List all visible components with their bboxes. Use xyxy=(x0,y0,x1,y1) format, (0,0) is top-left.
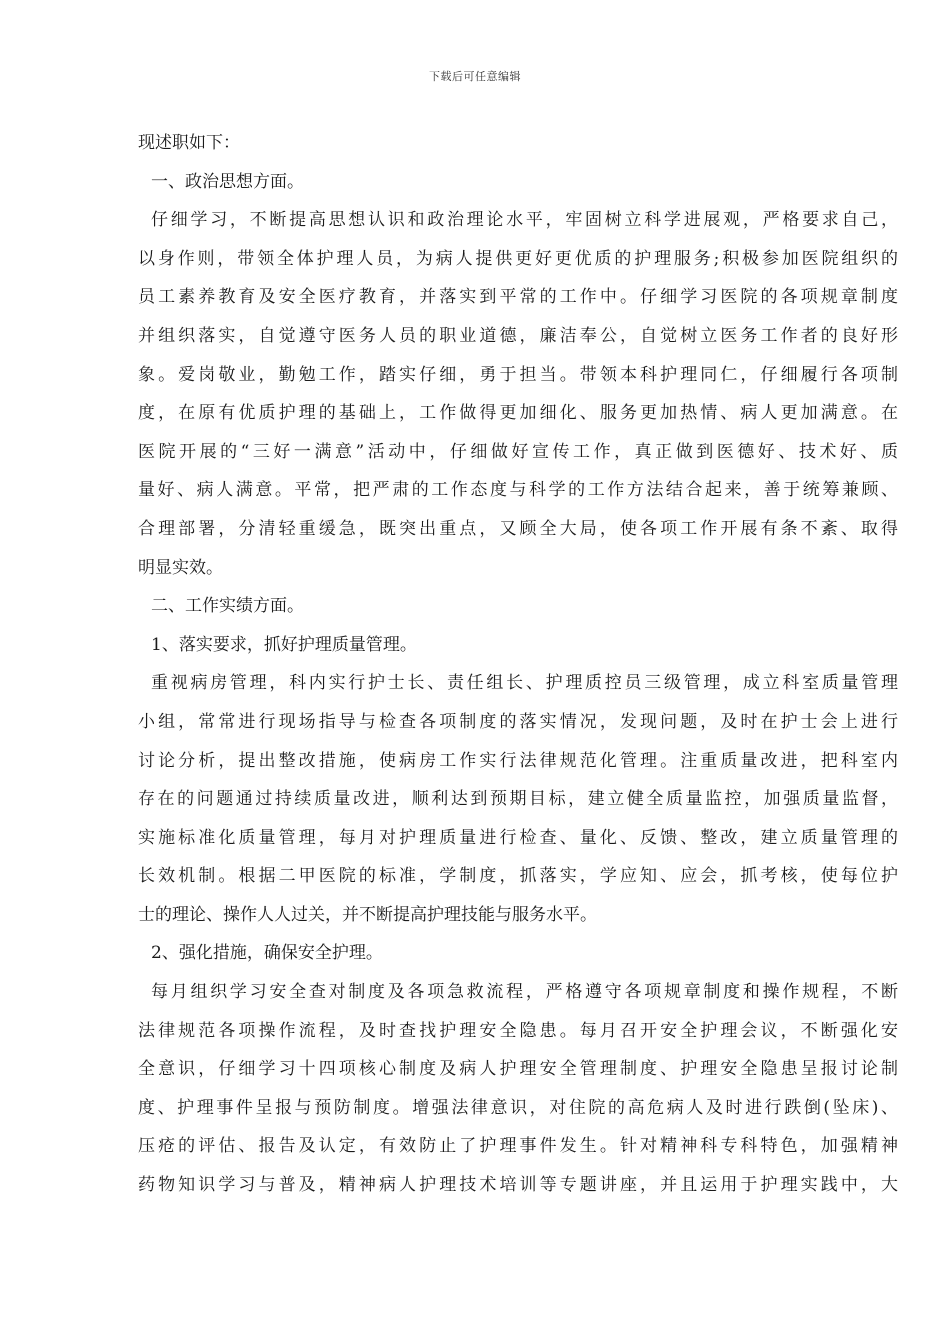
section-heading: 一、政治思想方面。 xyxy=(151,171,304,192)
text-line: 长效机制。根据二甲医院的标准，学制度，抓落实，学应知、应会，抓考核，使每位护 xyxy=(138,866,898,887)
text-line: 全意识，仔细学习十四项核心制度及病人护理安全管理制度、护理安全隐患呈报讨论制 xyxy=(138,1059,898,1080)
text-line: 法律规范各项操作流程，及时查找护理安全隐患。每月召开安全护理会议，不断强化安 xyxy=(138,1020,898,1041)
document-body xyxy=(138,124,898,1205)
text-line: 医院开展的“三好一满意”活动中，仔细做好宣传工作，真正做到医德好、技术好、质 xyxy=(138,441,898,462)
text-line: 存在的问题通过持续质量改进，顺利达到预期目标，建立健全质量监控，加强质量监督， xyxy=(138,789,898,810)
text-line: 合理部署，分清轻重缓急，既突出重点，又顾全大局，使各项工作开展有条不紊、取得 xyxy=(138,518,898,539)
text-line: 明显实效。 xyxy=(138,557,223,578)
text-line: 量好、病人满意。平常，把严肃的工作态度与科学的工作方法结合起来，善于统筹兼顾、 xyxy=(138,480,898,501)
text-line: 以身作则，带领全体护理人员，为病人提供更好更优质的护理服务;积极参加医院组织的 xyxy=(138,248,898,269)
text-line: 并组织落实，自觉遵守医务人员的职业道德，廉洁奉公，自觉树立医务工作者的良好形 xyxy=(138,325,898,346)
text-line: 压疮的评估、报告及认定，有效防止了护理事件发生。针对精神科专科特色，加强精神 xyxy=(138,1136,898,1157)
text-line: 药物知识学习与普及，精神病人护理技术培训等专题讲座，并且运用于护理实践中，大 xyxy=(138,1175,898,1196)
text-line: 重视病房管理，科内实行护士长、责任组长、护理质控员三级管理，成立科室质量管理 xyxy=(151,673,898,694)
page-header: 下载后可任意编辑 xyxy=(429,70,521,83)
text-line: 仔细学习，不断提高思想认识和政治理论水平，牢固树立科学进展观，严格要求自己， xyxy=(151,210,898,231)
text-line: 讨论分析，提出整改措施，使病房工作实行法律规范化管理。注重质量改进，把科室内 xyxy=(138,750,898,771)
text-line: 度，在原有优质护理的基础上，工作做得更加细化、服务更加热情、病人更加满意。在 xyxy=(138,403,898,424)
text-line: 每月组织学习安全查对制度及各项急救流程，严格遵守各项规章制度和操作规程，不断 xyxy=(151,982,898,1003)
text-line: 现述职如下： xyxy=(138,133,240,153)
text-line: 象。爱岗敬业，勤勉工作，踏实仔细，勇于担当。带领本科护理同仁，仔细履行各项制 xyxy=(138,364,898,385)
text-line: 士的理论、操作人人过关，并不断提高护理技能与服务水平。 xyxy=(138,904,597,925)
text-line: 实施标准化质量管理，每月对护理质量进行检查、量化、反馈、整改，建立质量管理的 xyxy=(138,827,898,848)
text-line: 小组，常常进行现场指导与检查各项制度的落实情况，发现问题，及时在护士会上进行 xyxy=(138,711,898,732)
subsection-heading: 2、强化措施，确保安全护理。 xyxy=(151,943,383,964)
section-heading: 二、工作实绩方面。 xyxy=(151,596,304,617)
text-line: 度、护理事件呈报与预防制度。增强法律意识，对住院的高危病人及时进行跌倒(坠床)、 xyxy=(138,1097,898,1118)
subsection-heading: 1、落实要求，抓好护理质量管理。 xyxy=(151,634,417,655)
text-line: 员工素养教育及安全医疗教育，并落实到平常的工作中。仔细学习医院的各项规章制度 xyxy=(138,287,898,308)
